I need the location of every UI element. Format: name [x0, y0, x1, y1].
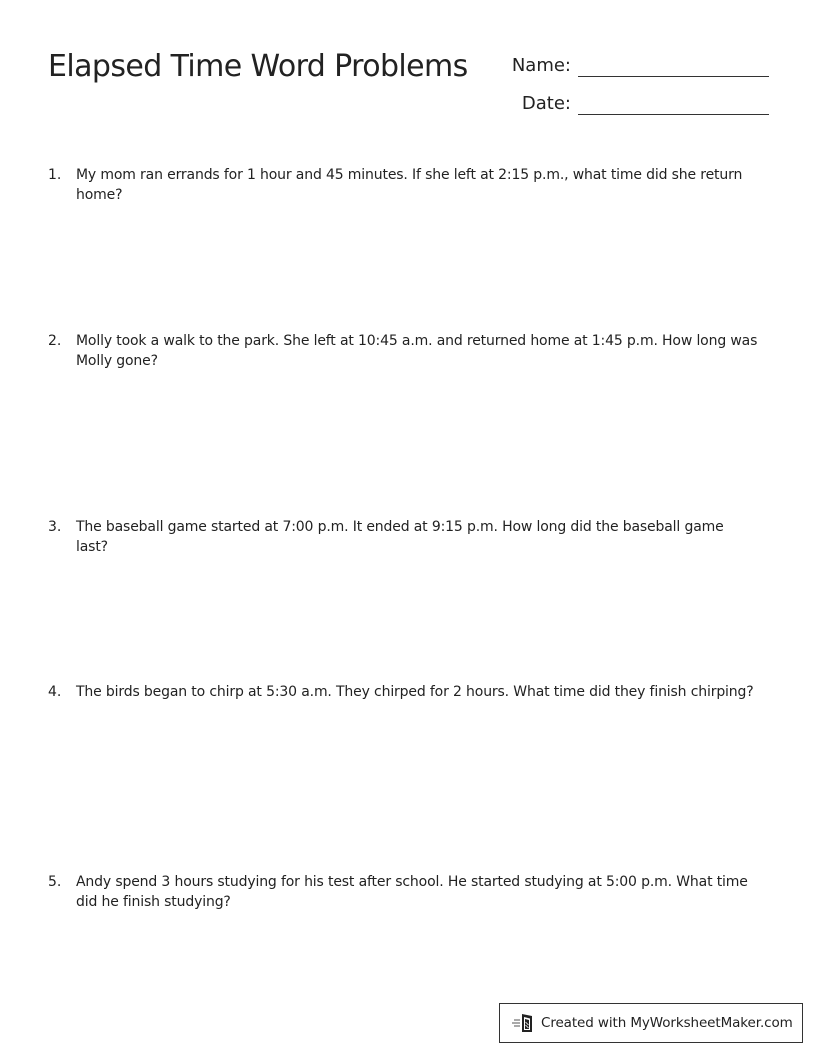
- problem-text: Molly took a walk to the park. She left at 10:45 a.m. and returned home at 1:45 p.m. How long was Molly gone?: [76, 333, 758, 369]
- problem-number: 5.: [48, 874, 62, 890]
- problem-text: My mom ran errands for 1 hour and 45 minutes. If she left at 2:15 p.m., what time did she return home?: [76, 167, 743, 203]
- name-blank-line: [578, 58, 769, 77]
- problem-number: 2.: [48, 333, 62, 349]
- date-blank-line: [578, 96, 769, 115]
- problem-item: [48, 165, 758, 205]
- problem-text: Andy spend 3 hours studying for his test after school. He started studying at 5:00 p.m. What time did he finish studying?: [76, 874, 748, 910]
- name-label: Name:: [511, 55, 571, 76]
- created-with-text: Created with MyWorksheetMaker.com: [541, 1015, 793, 1031]
- problem-number: 4.: [48, 684, 62, 700]
- problem-item: [48, 331, 758, 371]
- date-label: Date:: [521, 93, 571, 114]
- name-field: [501, 55, 769, 77]
- date-field: [501, 93, 769, 115]
- worksheet-maker-logo-icon: [512, 1012, 536, 1034]
- problem-number: 3.: [48, 519, 62, 535]
- created-with-badge[interactable]: [499, 1003, 803, 1043]
- page-title: Elapsed Time Word Problems: [48, 49, 468, 84]
- problem-item: [48, 682, 758, 702]
- problem-text: The birds began to chirp at 5:30 a.m. They chirped for 2 hours. What time did they finish chirping?: [76, 684, 754, 700]
- problem-item: [48, 872, 758, 912]
- problem-text: The baseball game started at 7:00 p.m. It ended at 9:15 p.m. How long did the baseball game last?: [76, 519, 724, 555]
- problem-item: [48, 517, 758, 557]
- problem-number: 1.: [48, 167, 62, 183]
